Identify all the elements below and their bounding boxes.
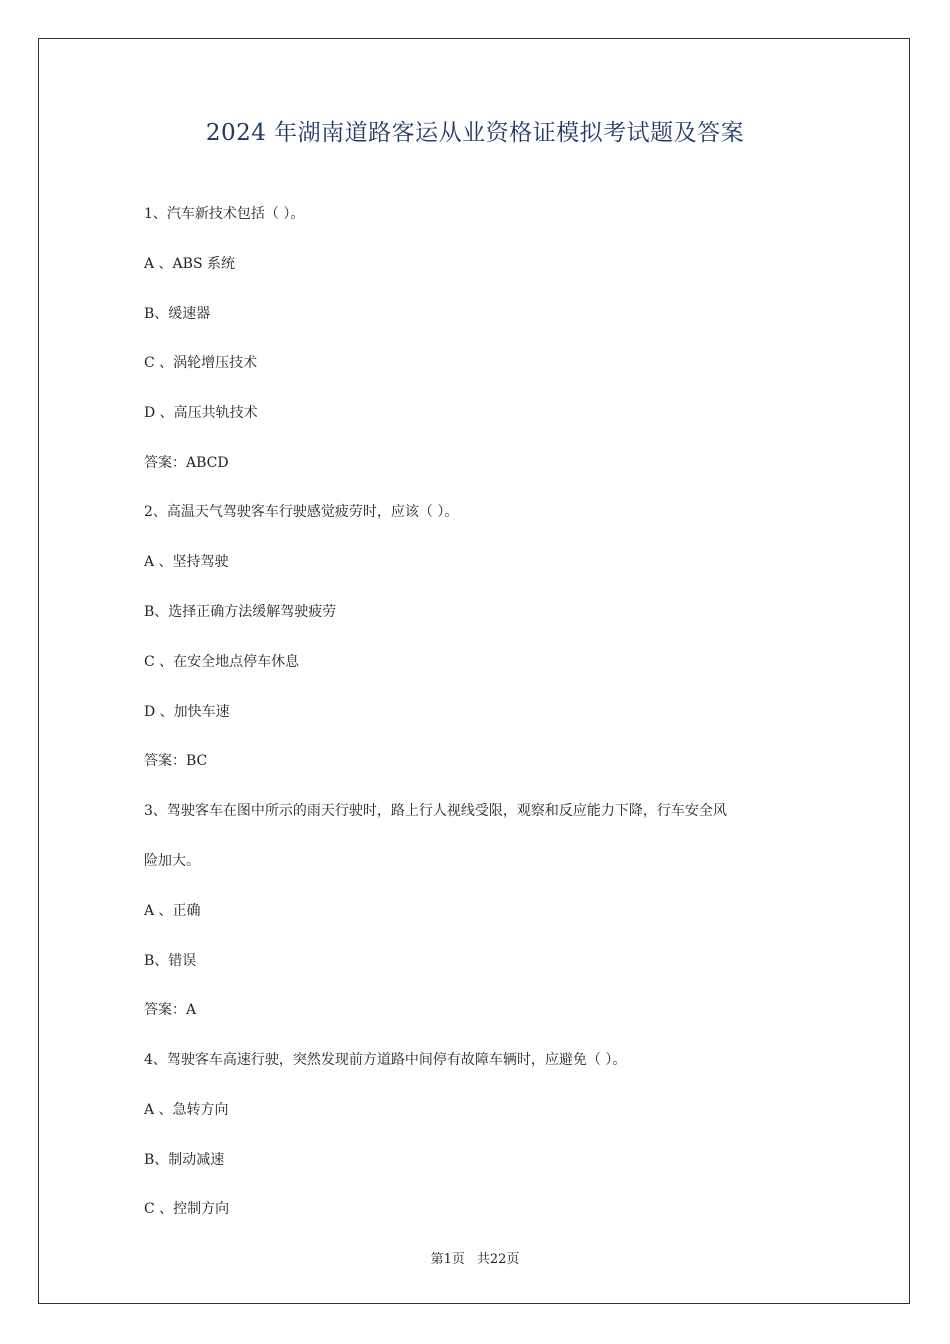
question-3-option-a: A 、正确 bbox=[144, 903, 201, 919]
question-3-option-b: B、错误 bbox=[144, 953, 197, 969]
question-4-option-c: C 、控制方向 bbox=[144, 1201, 230, 1217]
question-4-option-b: B、制动减速 bbox=[144, 1152, 225, 1168]
question-2-option-c: C 、在安全地点停车休息 bbox=[144, 654, 300, 670]
question-2-option-d: D 、加快车速 bbox=[144, 704, 230, 720]
page-total: 共22页 bbox=[476, 1252, 520, 1267]
page-number: 第1页 bbox=[430, 1252, 465, 1267]
question-1-stem: 1、汽车新技术包括（ ）。 bbox=[144, 206, 305, 222]
question-3-answer: 答案：A bbox=[144, 1002, 197, 1018]
question-1-option-c: C 、涡轮增压技术 bbox=[144, 355, 258, 371]
question-3-stem: 3、驾驶客车在图中所示的雨天行驶时，路上行人视线受限，观察和反应能力下降，行车安全风 bbox=[144, 803, 727, 819]
question-1-option-a: A 、ABS 系统 bbox=[144, 256, 235, 272]
question-1-answer: 答案：ABCD bbox=[144, 455, 229, 471]
question-2-option-b: B、选择正确方法缓解驾驶疲劳 bbox=[144, 604, 337, 620]
question-1-option-d: D 、高压共轨技术 bbox=[144, 405, 258, 421]
document-title: 2024 年湖南道路客运从业资格证模拟考试题及答案 bbox=[205, 120, 745, 146]
question-2-answer: 答案：BC bbox=[144, 753, 208, 769]
question-1-option-b: B、缓速器 bbox=[144, 306, 211, 322]
question-4-stem: 4、驾驶客车高速行驶，突然发现前方道路中间停有故障车辆时，应避免（ ）。 bbox=[144, 1052, 627, 1068]
question-2-option-a: A 、坚持驾驶 bbox=[144, 554, 229, 570]
question-4-option-a: A 、急转方向 bbox=[144, 1102, 229, 1118]
page-footer bbox=[0, 1248, 950, 1267]
question-2-stem: 2、高温天气驾驶客车行驶感觉疲劳时，应该（ ）。 bbox=[144, 504, 459, 520]
question-3-stem-continued: 险加大。 bbox=[144, 853, 200, 869]
